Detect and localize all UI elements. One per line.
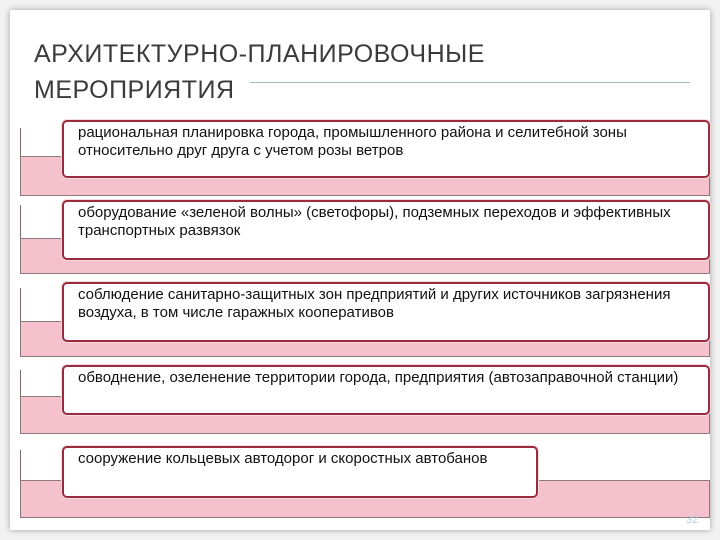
outline-connector [20, 128, 61, 157]
list-item [62, 120, 710, 178]
title-line-1: АРХИТЕКТУРНО-ПЛАНИРОВОЧНЫЕ [34, 40, 485, 68]
item-text: рациональная планировка города, промышленного района и селитебной зоны относительно друг друга с учетом розы ветров [78, 124, 627, 159]
item-text: соблюдение санитарно-защитных зон предприятий и других источников загрязнения воздуха, в том числе гаражных кооперативов [78, 286, 671, 321]
slide-number: 32 [686, 514, 699, 526]
list-item [62, 282, 710, 342]
title-divider [250, 82, 690, 83]
outline-connector [20, 370, 61, 397]
list-item [62, 446, 538, 498]
outline-connector [20, 288, 61, 322]
title-line-2: МЕРОПРИЯТИЯ [34, 76, 235, 104]
outline-connector [20, 205, 61, 239]
list-item [62, 365, 710, 415]
list-item [62, 200, 710, 260]
item-text: оборудование «зеленой волны» (светофоры), подземных переходов и эффективных транспортных развязок [78, 204, 671, 239]
item-text: обводнение, озеленение территории города, предприятия (автозаправочной станции) [78, 369, 679, 386]
outline-connector [20, 450, 61, 481]
slide-title [34, 36, 674, 108]
item-text: сооружение кольцевых автодорог и скоростных автобанов [78, 450, 488, 467]
